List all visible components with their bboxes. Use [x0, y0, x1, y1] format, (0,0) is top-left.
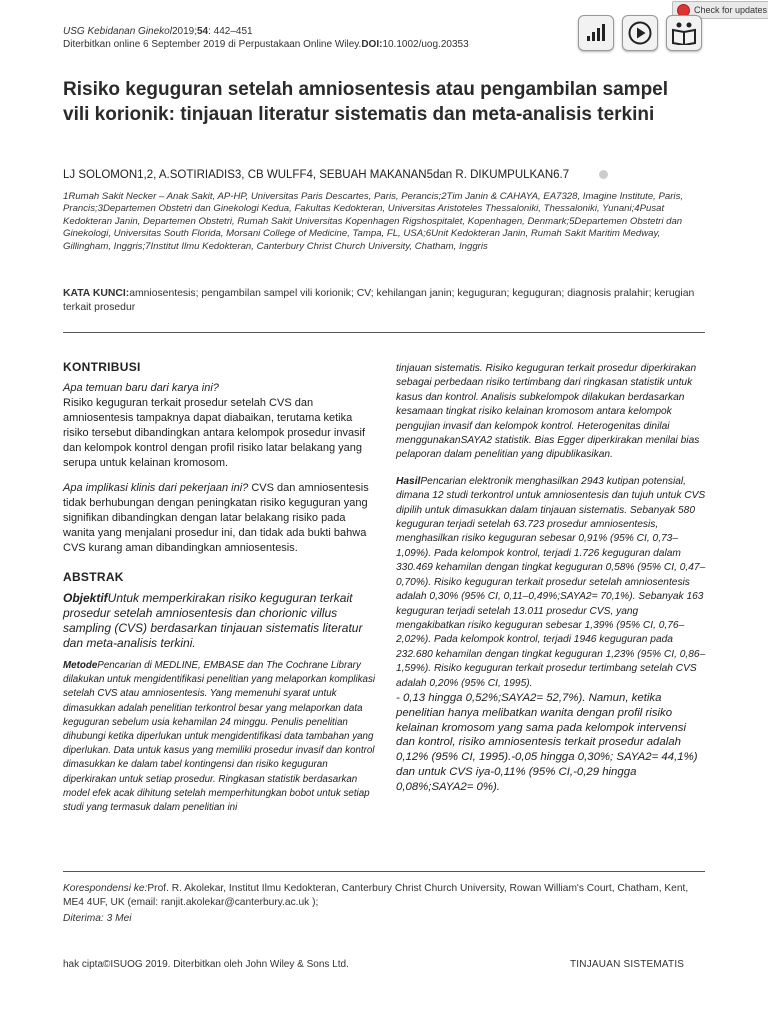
- divider-top: [63, 332, 705, 333]
- section-label: TINJAUAN SISTEMATIS: [570, 959, 685, 970]
- reader-button[interactable]: [666, 15, 702, 51]
- correspondence-label: Korespondensi ke:: [63, 883, 148, 894]
- abstract-results-continued: - 0,13 hingga 0,52%;SAYA2= 52,7%). Namun, ketika penelitian hanya melibatkan wanita dengan profil risiko kelainan kromosom yang sama pada kelompok intervensi dan kontrol, risiko amniosentesis terkait prosedur adalah 0,12% (95% CI, 1995).-0,05 hingga 0,30%; SAYA2= 44,1%) dan untuk CVS iya-0,11% (95% CI,-0,29 hingga 0,08%;SAYA2= 0%).: [396, 691, 698, 793]
- keywords-label: KATA KUNCI:: [63, 288, 130, 299]
- correspondence: [63, 882, 703, 910]
- methods-text: Pencarian di MEDLINE, EMBASE dan The Cochrane Library dilakukan untuk mengidentifikasi penelitian yang melaporkan komplikasi setelah CVS atau amniosentesis. Yang memenuhi syarat untuk dimasukkan adalah penelitian terkontrol besar yang melaporkan data keguguran sebelum usia kehamilan 24 minggu. Penulis penelitian dihubungi ketika diperlukan untuk mengidentifikasi data tambahan yang diperlukan. Data untuk kasus yang memiliki prosedur invasif dan kontrol dimasukkan ke dalam tabel kontingensi dan risiko keguguran diperkirakan untuk setiap prosedur. Ringkasan statistik berdasarkan model efek acak dihitung setelah memperhitungkan bobot untuk setiap studi yang termasuk dalam penelitian ini: [63, 660, 376, 814]
- left-column: [63, 360, 379, 815]
- affiliations: 1Rumah Sakit Necker – Anak Sakit, AP-HP, Universitas Paris Descartes, Paris, Perancis;2Tim Janin & CAHAYA, EA7328, Imagine Institute, Paris, Prancis;3Departemen Obstetri dan Ginekologi Kedua, Fakultas Kedokteran, Universitas Aristoteles Thessaloniki, Thessaloniki, Yunani;4Pusat Kedokteran Janin, Departemen Obstetri, Rumah Sakit Universitas Kopenhagen Rigshospitalet, Kopenhagen, Denmark;5Departemen Obstetri dan Ginekologi, Universitas South Florida, Morsani College of Medicine, Tampa, FL, USA;6Unit Kedokteran Janin, Rumah Sakit Maritim Medway, Gillingham, Inggris;7Institut Ilmu Kedokteran, Canterbury Christ Church University, Chatham, Inggris: [63, 191, 684, 252]
- abstract-methods-continued: tinjauan sistematis. Risiko keguguran terkait prosedur diperkirakan sebagai perbedaan risiko tertimbang dari ringkasan statistik untuk kasus dan kontrol. Analisis subkelompok dilakukan berdasarkan kesamaan tingkat risiko kelainan kromosom antara kelompok pengujian invasif dan kelompok kontrol. Heterogenitas dinilai menggunakanSAYA2 statistik. Bias Egger diperkirakan menilai bias pelaporan dalam penelitian yang dipublikasikan.: [396, 363, 700, 461]
- journal-volume: 54: [197, 26, 209, 37]
- reader-icon: [671, 21, 697, 45]
- metrics-icon: [585, 23, 607, 43]
- abstract-heading: ABSTRAK: [63, 570, 124, 584]
- received-date: Diterima: 3 Mei: [63, 913, 132, 924]
- contribution-heading: KONTRIBUSI: [63, 360, 141, 374]
- check-updates-label: Check for updates: [694, 5, 768, 15]
- journal-citation: [63, 25, 253, 38]
- online-text: Diterbitkan online 6 September 2019 di Perpustakaan Online Wiley.: [63, 39, 362, 50]
- author-list: [63, 169, 683, 181]
- results-text: Pencarian elektronik menghasilkan 2943 kutipan potensial, dimana 12 studi terkontrol untuk amniosentesis dan tujuh untuk CVS dipilih untuk dimasukkan dalam tinjauan sistematis. Sebanyak 580 keguguran terjadi setelah 63.723 prosedur amniosentesis, menghasilkan risiko keguguran sebesar 0,91% (95% CI, 0,73–1,09%). Pada kelompok kontrol, terjadi 1.726 keguguran dalam 330.469 kehamilan dengan tingkat keguguran 0,58% (95% CI, 0,47–0,70%). Risiko keguguran terkait prosedur setelah amniosentesis adalah 0,30% (95% CI, 0,11–0,49%;SAYA2= 70,1%). Sebanyak 163 keguguran terjadi setelah 13.011 prosedur CVS, yang mengakibatkan risiko keguguran sebesar 1,39% (95% CI, 0,76–2,02%). Pada kelompok kontrol, terjadi 1946 keguguran pada 232.680 kehamilan dengan tingkat keguguran 1,23% (95% CI, 0,86–1,59%). Risiko keguguran terkait prosedur tertimbang setelah CVS adalah 0,20% (95% CI, 1995).: [396, 475, 706, 689]
- contribution-answer-2: CVS dan amniosentesis tidak berhubungan dengan peningkatan risiko keguguran yang signifikan dibandingkan dengan latar belakang risiko pada wanita yang menjalani prosedur ini, dan tidak ada bukti bahwa CVS kurang aman dibandingkan amniosentesis.: [63, 482, 369, 554]
- objective-label: Objektif: [63, 591, 108, 605]
- contribution-question-1: Apa temuan baru dari karya ini?: [63, 382, 219, 394]
- abstract-results: [396, 475, 708, 691]
- abstract-methods: [63, 659, 379, 815]
- results-label: Hasil: [396, 475, 421, 487]
- play-button[interactable]: [622, 15, 658, 51]
- contribution-question-2: Apa implikasi klinis dari pekerjaan ini?: [63, 482, 249, 494]
- journal-name: USG Kebidanan Ginekol: [63, 26, 172, 37]
- divider-bottom: [63, 871, 705, 872]
- methods-label: Metode: [63, 660, 98, 671]
- orcid-icon[interactable]: [599, 170, 608, 179]
- contribution-answer-1: Risiko keguguran terkait prosedur setelah CVS dan amniosentesis tampaknya dapat diabaikan, terutama ketika risiko tersebut dibandingkan antara kelompok prosedur invasif dan kelompok kontrol dengan profil risiko latar belakang yang serupa untuk kelainan kromosom.: [63, 397, 366, 469]
- right-column: [396, 362, 708, 795]
- journal-year: 2019;: [171, 26, 197, 37]
- journal-pages: : 442–451: [208, 26, 253, 37]
- doi-link[interactable]: 10.1002/uog.20353: [382, 39, 469, 50]
- play-icon: [628, 21, 652, 45]
- keywords-text: amniosentesis; pengambilan sampel vili korionik; CV; kehilangan janin; keguguran; keguguran; diagnosis pralahir; kerugian terkait prosedur: [63, 288, 695, 313]
- doi-label: DOI:: [361, 39, 383, 50]
- objective-text: Untuk memperkirakan risiko keguguran terkait prosedur setelah amniosentesis dan chorionic villus sampling (CVS) berdasarkan tinjauan sistematis literatur dan meta-analisis terkini.: [63, 591, 363, 650]
- online-publication-line: [63, 38, 469, 51]
- abstract-objective: [63, 591, 379, 651]
- metrics-button[interactable]: [578, 15, 614, 51]
- correspondence-text: Prof. R. Akolekar, Institut Ilmu Kedokteran, Canterbury Christ Church University, Rowan William's Court, Chatham, Kent, ME4 4UF, UK (email: ranjit.akolekar@canterbury.ac.uk );: [63, 883, 689, 908]
- copyright: hak cipta©ISUOG 2019. Diterbitkan oleh John Wiley & Sons Ltd.: [63, 959, 349, 970]
- keywords: [63, 287, 703, 315]
- article-title: Risiko keguguran setelah amniosentesis atau pengambilan sampel vili korionik: tinjauan literatur sistematis dan meta-analisis terkini: [63, 79, 669, 125]
- authors-text: LJ SOLOMON1,2, A.SOTIRIADIS3, CB WULFF4, SEBUAH MAKANAN5dan R. DIKUMPULKAN6.7: [63, 169, 570, 181]
